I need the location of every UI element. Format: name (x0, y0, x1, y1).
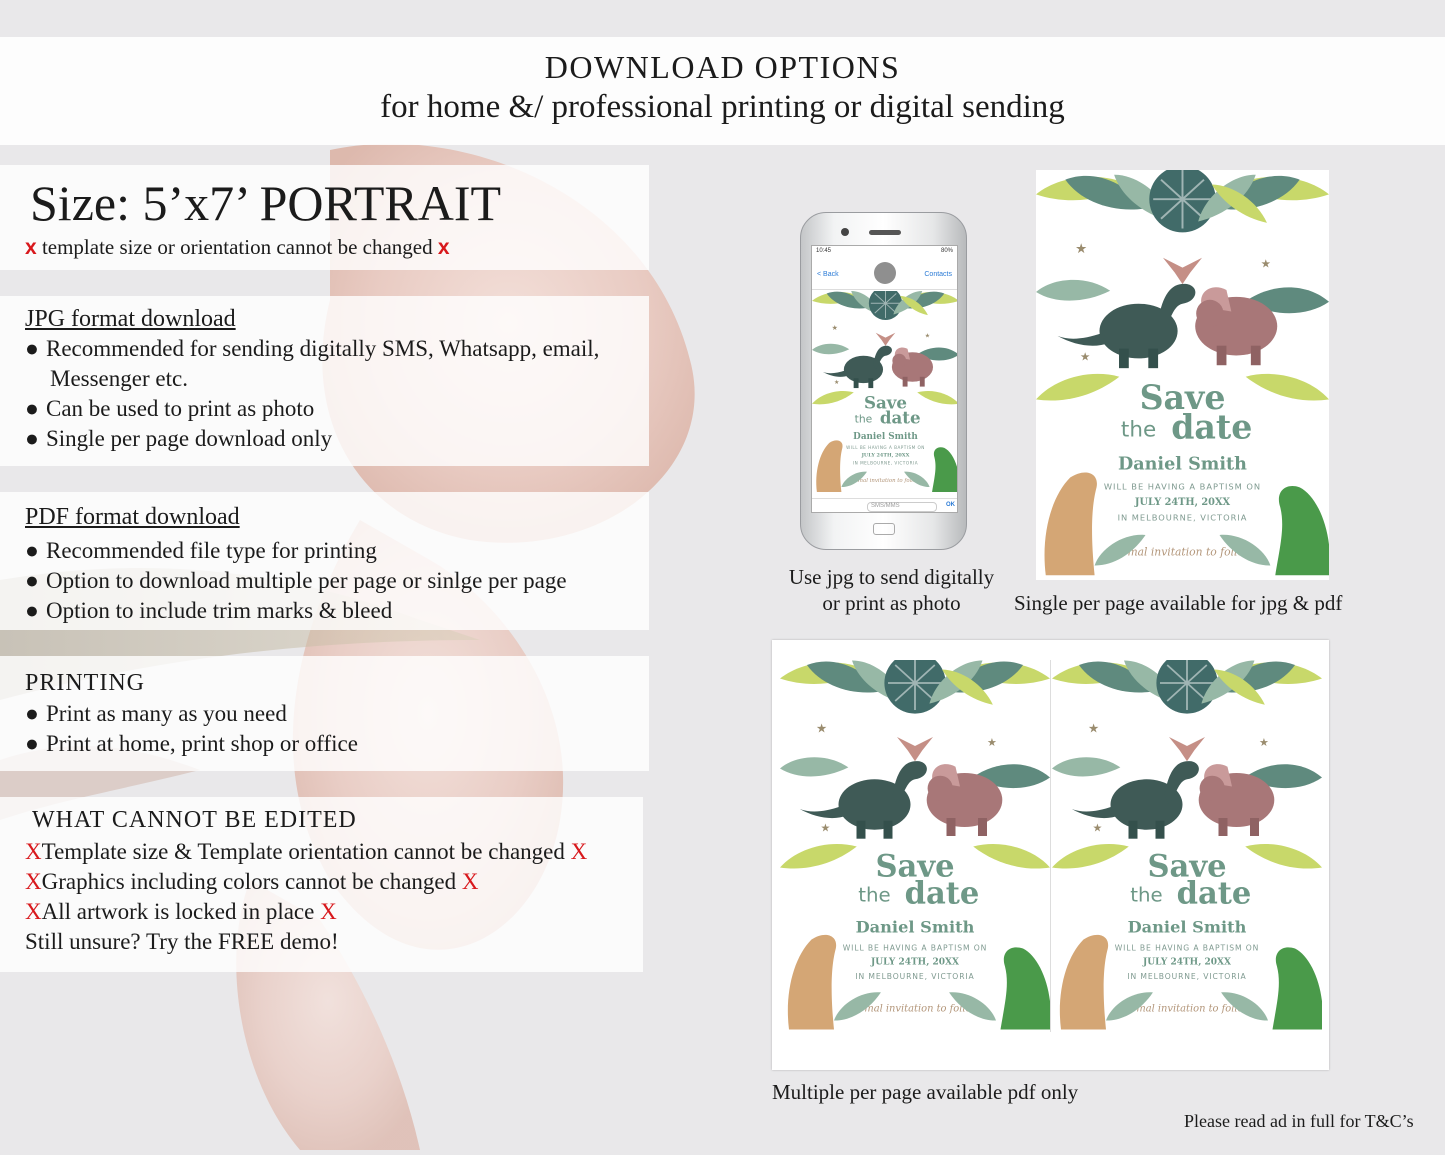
list-item: XTemplate size & Template orientation cannot be changed X (25, 839, 588, 864)
message-input[interactable]: SMS/MMS (867, 502, 937, 512)
phone-nav-bar (812, 258, 957, 290)
status-battery: 80% (940, 248, 953, 254)
list-item: ● Option to include trim marks & bleed (25, 598, 393, 623)
list-item: XAll artwork is locked in place X (25, 899, 337, 924)
pdf-list (25, 536, 567, 626)
list-item: ● Print at home, print shop or office (25, 731, 358, 756)
single-caption: Single per page available for jpg & pdf (1014, 591, 1343, 615)
phone-speaker (869, 230, 901, 235)
cannot-edit-list (25, 837, 587, 957)
avatar-icon (874, 262, 896, 284)
multiple-invite-sheet (772, 640, 1329, 1070)
phone-status-bar (812, 246, 957, 258)
printing-heading: PRINTING (25, 670, 145, 696)
list-item: ● Option to download multiple per page or sinlge per page (25, 568, 567, 593)
phone-caption: Use jpg to send digitally or print as photo (788, 565, 995, 615)
list-item: ● Print as many as you need (25, 701, 287, 726)
x-mark-icon: X (320, 899, 337, 924)
phone-screen (811, 245, 958, 513)
x-mark-icon: x (437, 236, 450, 259)
single-invite-card (1036, 170, 1329, 580)
cannot-edit-panel (0, 797, 643, 972)
phone-mockup (800, 212, 967, 550)
printing-list (25, 699, 358, 759)
send-button[interactable]: OK (946, 502, 955, 508)
printing-panel (0, 656, 649, 771)
pdf-heading: PDF format download (25, 504, 240, 530)
size-note-text: template size or orientation cannot be changed (41, 235, 433, 259)
list-item: ● Can be used to print as photo (25, 396, 315, 421)
list-item: Messenger etc. (50, 366, 188, 391)
cannot-edit-heading: WHAT CANNOT BE EDITED (32, 807, 357, 833)
size-note (25, 235, 450, 260)
pdf-panel (0, 492, 649, 630)
list-item: ● Recommended for sending digitally SMS, Whatsapp, email, (25, 336, 600, 361)
phone-invite-image (812, 291, 958, 492)
list-item: ● Recommended file type for printing (25, 538, 377, 563)
x-mark-icon: X (25, 869, 42, 894)
page-subtitle: for home &/ professional printing or digital sending (380, 89, 1065, 125)
list-item: ● Single per page download only (25, 426, 333, 451)
contacts-button[interactable]: Contacts (924, 271, 952, 278)
phone-home-button (873, 523, 895, 535)
invite-image-right (1052, 660, 1322, 1030)
multiple-caption: Multiple per page available pdf only (772, 1080, 1079, 1104)
invite-image-left (780, 660, 1050, 1030)
x-mark-icon: X (570, 839, 588, 864)
x-mark-icon: x (25, 236, 37, 259)
trim-mark (1050, 660, 1051, 1032)
demo-prompt: Still unsure? Try the FREE demo! (25, 929, 339, 954)
jpg-heading: JPG format download (25, 306, 236, 332)
phone-message-bar (812, 498, 957, 513)
header-banner (0, 37, 1445, 145)
list-item: XGraphics including colors cannot be changed X (25, 869, 479, 894)
jpg-list (25, 334, 599, 454)
phone-camera (841, 228, 849, 236)
page-title: DOWNLOAD OPTIONS (544, 49, 901, 85)
status-time: 10:45 (816, 248, 832, 254)
single-invite-image (1036, 170, 1329, 580)
jpg-panel (0, 296, 649, 466)
size-panel (0, 165, 649, 270)
back-button[interactable]: < Back (817, 271, 839, 278)
terms-footnote: Please read ad in full for T&C’s (1184, 1111, 1414, 1131)
size-title: Size: 5’x7’ PORTRAIT (30, 175, 502, 231)
x-mark-icon: X (25, 839, 42, 864)
x-mark-icon: X (25, 899, 42, 924)
x-mark-icon: X (461, 869, 479, 894)
